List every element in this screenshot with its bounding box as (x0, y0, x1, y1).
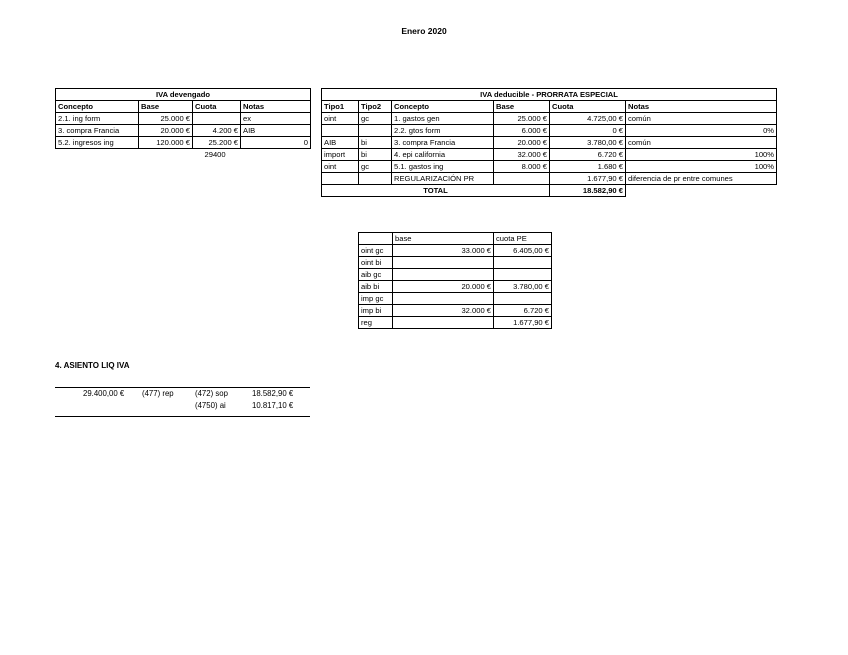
table-row (322, 137, 777, 149)
table-row (359, 317, 552, 329)
table-cell: oint (322, 113, 359, 125)
table-cell: imp bi (359, 305, 393, 317)
iva-deducible-table (321, 88, 777, 197)
entry-account: (4750) ai (195, 401, 226, 410)
column-header: Base (139, 101, 193, 113)
table-cell (322, 173, 359, 185)
table-cell: 6.000 € (494, 125, 550, 137)
table-row (322, 125, 777, 137)
table-cell: 100% (626, 161, 777, 173)
column-header: Tipo1 (322, 101, 359, 113)
table-cell: 3. compra Francia (392, 137, 494, 149)
table-cell: 20.000 € (139, 125, 193, 137)
journal-entry (55, 387, 310, 417)
total-value: 29400 (204, 150, 226, 160)
table-cell: 1. gastos gen (392, 113, 494, 125)
table-row (322, 173, 777, 185)
entry-amount: 10.817,10 € (252, 401, 294, 410)
total-row (322, 185, 777, 197)
cuota-pe-table (358, 232, 552, 329)
table-row (322, 149, 777, 161)
column-header: base (393, 233, 494, 245)
table-cell: oint (322, 161, 359, 173)
column-header: Cuota (550, 101, 626, 113)
table-cell: aib bi (359, 281, 393, 293)
table-cell: 8.000 € (494, 161, 550, 173)
table-cell: 4.725,00 € (550, 113, 626, 125)
table-cell (494, 293, 552, 305)
table-cell (494, 269, 552, 281)
table-cell: diferencia de pr entre comunes (626, 173, 777, 185)
table-row (322, 113, 777, 125)
column-header: cuota PE (494, 233, 552, 245)
table-cell: 4. epi california (392, 149, 494, 161)
table-cell: 120.000 € (139, 137, 193, 149)
table-cell: 20.000 € (393, 281, 494, 293)
table-cell: 2.1. ing form (56, 113, 139, 125)
column-header: Tipo2 (359, 101, 392, 113)
column-header: Concepto (392, 101, 494, 113)
iva-devengado-table (55, 88, 311, 161)
entry-amount: 29.400,00 € (83, 389, 125, 398)
column-header: Notas (241, 101, 311, 113)
table-cell: 4.200 € (193, 125, 241, 137)
column-header: Cuota (193, 101, 241, 113)
table-cell (393, 269, 494, 281)
table-row (359, 281, 552, 293)
table-cell: 0 € (550, 125, 626, 137)
table-cell: oint bi (359, 257, 393, 269)
table-cell: gc (359, 113, 392, 125)
table-cell: 1.677,90 € (494, 317, 552, 329)
table-cell: REGULARIZACIÓN PR (392, 173, 494, 185)
table-cell: 6.405,00 € (494, 245, 552, 257)
table-cell: oint gc (359, 245, 393, 257)
column-header: Base (494, 101, 550, 113)
table-cell: 32.000 € (393, 305, 494, 317)
table-caption: IVA devengado (56, 89, 311, 101)
table-cell: imp gc (359, 293, 393, 305)
table-cell: 6.720 € (494, 305, 552, 317)
table-row (359, 257, 552, 269)
table-cell: 20.000 € (494, 137, 550, 149)
table-cell (359, 173, 392, 185)
table-cell: aib gc (359, 269, 393, 281)
table-cell (393, 257, 494, 269)
table-cell: 1.677,90 € (550, 173, 626, 185)
table-cell: gc (359, 161, 392, 173)
table-cell: 2.2. gtos form (392, 125, 494, 137)
section-heading: 4. ASIENTO LIQ IVA (55, 361, 130, 370)
table-cell: 0 (241, 137, 311, 149)
table-cell (193, 113, 241, 125)
table-cell: 3.780,00 € (494, 281, 552, 293)
table-cell: 3. compra Francia (56, 125, 139, 137)
table-cell: 100% (626, 149, 777, 161)
table-cell (494, 173, 550, 185)
table-cell: reg (359, 317, 393, 329)
table-cell (393, 293, 494, 305)
table-cell: 25.200 € (193, 137, 241, 149)
table-caption: IVA deducible - PRORRATA ESPECIAL (322, 89, 777, 101)
table-cell: 5.2. ingresos ing (56, 137, 139, 149)
column-header: Concepto (56, 101, 139, 113)
table-cell: bi (359, 137, 392, 149)
table-cell: 1.680 € (550, 161, 626, 173)
table-cell: 6.720 € (550, 149, 626, 161)
column-header: Notas (626, 101, 777, 113)
table-row (56, 137, 311, 149)
table-cell: 0% (626, 125, 777, 137)
table-cell: común (626, 137, 777, 149)
table-cell: 5.1. gastos ing (392, 161, 494, 173)
table-cell: 3.780,00 € (550, 137, 626, 149)
entry-account: (477) rep (142, 389, 174, 398)
table-cell: 25.000 € (494, 113, 550, 125)
table-row (56, 113, 311, 125)
table-cell (494, 257, 552, 269)
table-cell: ex (241, 113, 311, 125)
table-cell: 33.000 € (393, 245, 494, 257)
total-label: TOTAL (322, 185, 550, 197)
table-row (359, 245, 552, 257)
table-cell (359, 125, 392, 137)
table-cell (322, 125, 359, 137)
table-cell (393, 317, 494, 329)
table-row (359, 305, 552, 317)
entry-amount: 18.582,90 € (252, 389, 294, 398)
table-cell: AIB (241, 125, 311, 137)
table-row (322, 161, 777, 173)
table-cell: import (322, 149, 359, 161)
page-title: Enero 2020 (401, 26, 447, 36)
table-row (56, 125, 311, 137)
table-cell: 32.000 € (494, 149, 550, 161)
table-row (359, 293, 552, 305)
total-value: 18.582,90 € (550, 185, 626, 197)
table-cell: AIB (322, 137, 359, 149)
table-cell: bi (359, 149, 392, 161)
table-row (359, 269, 552, 281)
table-cell: 25.000 € (139, 113, 193, 125)
column-header (359, 233, 393, 245)
table-cell: común (626, 113, 777, 125)
entry-account: (472) sop (195, 389, 228, 398)
